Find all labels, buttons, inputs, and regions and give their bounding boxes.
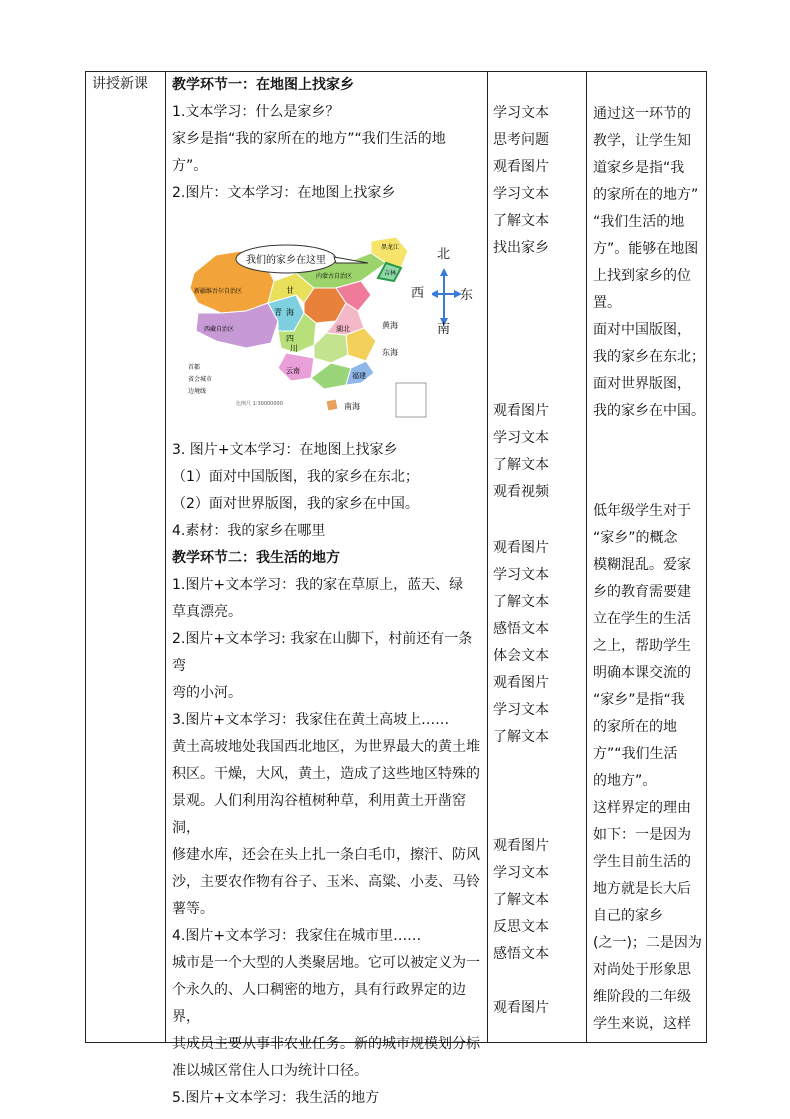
table-left-border [85, 71, 86, 1043]
rationale-line: 立在学生的生活 [593, 611, 691, 627]
activity-line: 观看视频 [493, 484, 549, 500]
activity-line: 学习文本 [493, 105, 549, 121]
map-label-nanhai: 南海 [344, 402, 360, 411]
content-line: 黄土高坡地处我国西北地区，为世界最大的黄土堆 [172, 739, 480, 755]
activity-line: 学习文本 [493, 865, 549, 881]
content-line: 个永久的、人口稠密的地方，具有行政界定的边界， [172, 982, 466, 1025]
content-line: 景观。人们利用沟谷植树种草，利用黄土开凿窑洞， [172, 793, 466, 836]
rationale-line: 地方就是长大后 [593, 881, 691, 897]
content-line: （2）面对世界版图，我的家乡在中国。 [172, 496, 419, 512]
map-label-heilongjiang: 黑龙江 [381, 244, 400, 251]
rationale-group-1 [593, 101, 705, 425]
content-line: 1.文本学习：什么是家乡？ [172, 104, 340, 120]
content-line: 3.图片+文本学习：我家住在黄土高坡上…… [172, 712, 450, 728]
content-line: 沙，主要农作物有谷子、玉米、高粱、小麦、马铃 [172, 874, 480, 890]
rationale-line: (之一)；二是因为 [593, 935, 702, 951]
rationale-group-2 [593, 498, 705, 1038]
rationale-line: 的家所在的地 [593, 719, 677, 735]
rationale-line: 维阶段的二年级 [593, 989, 691, 1005]
content-line: 3. 图片+文本学习：在地图上找家乡 [172, 442, 398, 458]
content-line: 修建水库，还会在头上扎一条白毛巾，擦汗、防风 [172, 847, 480, 863]
map-label-fujian: 福建 [352, 372, 366, 380]
activity-line [493, 968, 583, 995]
rationale-line: 低年级学生对于 [593, 503, 691, 519]
rationale-line: 我的家乡在东北； [593, 349, 705, 365]
map-label-qing: 青 [274, 308, 282, 317]
china-map-image [186, 233, 436, 421]
rationale-line: 明确本课交流的 [593, 665, 691, 681]
activity-line: 观看图片 [493, 540, 549, 556]
activity-line: 感悟文本 [493, 621, 549, 637]
activity-line: 体会文本 [493, 648, 549, 664]
rationale-line: “家乡”的概念 [593, 530, 678, 546]
content-line: 4.图片+文本学习：我家住在城市里…… [172, 928, 422, 944]
content-line: 教学环节一：在地图上找家乡 [172, 77, 354, 93]
activity-group-4 [493, 833, 583, 1022]
activity-line: 了解文本 [493, 892, 549, 908]
content-line: 4.素材：我的家乡在哪里 [172, 523, 326, 539]
content-line: 方”。 [172, 158, 208, 174]
activity-line: 观看图片 [493, 1000, 549, 1016]
activity-line: 观看图片 [493, 675, 549, 691]
content-line: 其成员主要从事非农业任务。新的城市规模划分标 [172, 1036, 480, 1052]
content-line: 2.图片：文本学习：在地图上找家乡 [172, 185, 396, 201]
activity-line: 学习文本 [493, 567, 549, 583]
map-label-gan: 甘 [286, 286, 294, 295]
activity-group-2 [493, 398, 583, 506]
compass-south-label: 南 [437, 322, 451, 337]
content-column-top [172, 72, 484, 207]
rationale-line: “我们生活的地 [593, 214, 685, 230]
map-label-hubei: 湖北 [336, 325, 350, 333]
activity-line: 反思文本 [493, 919, 549, 935]
content-line: 薯等。 [172, 901, 214, 917]
content-line: （1）面对中国版图，我的家乡在东北； [172, 469, 419, 485]
rationale-line: 的地方”。 [593, 773, 657, 789]
rationale-line: 学生来说，这样 [593, 1016, 691, 1032]
rationale-line: 面对中国版图， [593, 322, 691, 338]
section-label: 讲授新课 [92, 76, 148, 92]
rationale-line: 如下：一是因为 [593, 827, 691, 843]
rationale-line: 道家乡是指“我 [593, 160, 685, 176]
activity-line: 学习文本 [493, 430, 549, 446]
legend-provincial-city: 省会城市 [188, 376, 213, 383]
rationale-line: 学生目前生活的 [593, 854, 691, 870]
content-line: 教学环节二：我生活的地方 [172, 550, 340, 566]
activity-group-3 [493, 535, 583, 751]
content-line: 2.图片+文本学习: 我家在山脚下，村前还有一条弯 [172, 631, 473, 674]
map-label-jilin: 吉林 [384, 270, 397, 277]
map-label-huanghai: 黄海 [382, 321, 398, 330]
rationale-line: “家乡”是指“我 [593, 692, 685, 708]
map-label-xinjiang: 新疆维吾尔自治区 [194, 288, 243, 295]
rationale-line: 面对世界版图， [593, 376, 691, 392]
rationale-line: 这样界定的理由 [593, 800, 691, 816]
rationale-line: 乡的教育需要建 [593, 584, 691, 600]
rationale-line: 我的家乡在中国。 [593, 403, 705, 419]
activity-line: 观看图片 [493, 403, 549, 419]
column-divider-3 [586, 71, 587, 1043]
content-column-bottom [172, 437, 484, 1112]
rationale-line: 上找到家乡的位 [593, 268, 691, 284]
map-label-yunnan: 云南 [286, 367, 300, 375]
content-line: 1.图片+文本学习：我的家在草原上，蓝天、绿 [172, 577, 464, 593]
activity-line: 了解文本 [493, 457, 549, 473]
activity-line: 学习文本 [493, 186, 549, 202]
compass-west-arrow [432, 290, 438, 298]
rationale-line: 教学，让学生知 [593, 133, 691, 149]
map-label-inner-mongolia: 内蒙古自治区 [316, 273, 353, 280]
map-label-donghai: 东海 [382, 348, 398, 357]
china-map-svg [186, 233, 436, 421]
compass-west-label: 西 [411, 286, 425, 301]
activity-line: 了解文本 [493, 213, 549, 229]
activity-line: 找出家乡 [493, 240, 549, 256]
rationale-line: 对尚处于形象思 [593, 962, 691, 978]
rationale-line: 模糊混乱。爱家 [593, 557, 691, 573]
activity-line: 思考问题 [493, 132, 549, 148]
activity-line: 了解文本 [493, 729, 549, 745]
content-line: 5.图片+文本学习：我生活的地方 [172, 1090, 380, 1106]
map-caption: 我们的家乡在这里 [246, 255, 326, 266]
column-divider-1 [165, 71, 166, 1043]
legend-capital: 首都 [188, 364, 201, 371]
compass-east-label: 东 [460, 288, 474, 303]
activity-line: 观看图片 [493, 838, 549, 854]
region-hainan [326, 399, 338, 411]
activity-line: 观看图片 [493, 159, 549, 175]
map-label-tibet: 西藏自治区 [204, 326, 235, 333]
table-right-border [706, 71, 707, 1043]
content-line: 家乡是指“我的家所在的地方”“我们生活的地 [172, 131, 446, 147]
activity-line: 学习文本 [493, 702, 549, 718]
rationale-line: 的家所在的地方” [593, 187, 699, 203]
rationale-line: 方”“我们生活 [593, 746, 678, 762]
content-line: 准以城区常住人口为统计口径。 [172, 1063, 368, 1079]
rationale-line: 之上，帮助学生 [593, 638, 691, 654]
compass-north-arrow [440, 268, 448, 276]
map-scale: 比例尺 1:30000000 [236, 401, 283, 407]
rationale-line: 方”。能够在地图 [593, 241, 699, 257]
rationale-line: 置。 [593, 295, 621, 311]
activity-line: 感悟文本 [493, 946, 549, 962]
map-label-si: 四 [286, 334, 294, 343]
content-line: 积区。干燥，大风，黄土，造成了这些地区特殊的 [172, 766, 480, 782]
compass-north-label: 北 [437, 247, 451, 262]
activity-group-1 [493, 100, 583, 262]
content-line: 城市是一个大型的人类聚居地。它可以被定义为一 [172, 955, 480, 971]
legend-border: 边境线 [188, 388, 207, 395]
column-divider-2 [487, 71, 488, 1043]
activity-line: 了解文本 [493, 594, 549, 610]
content-line: 草真漂亮。 [172, 604, 242, 620]
rationale-line: 自己的家乡 [593, 908, 663, 924]
map-label-chuan: 川 [290, 344, 298, 353]
content-line: 弯的小河。 [172, 685, 242, 701]
rationale-line: 通过这一环节的 [593, 106, 691, 122]
map-label-hai: 海 [286, 308, 294, 317]
